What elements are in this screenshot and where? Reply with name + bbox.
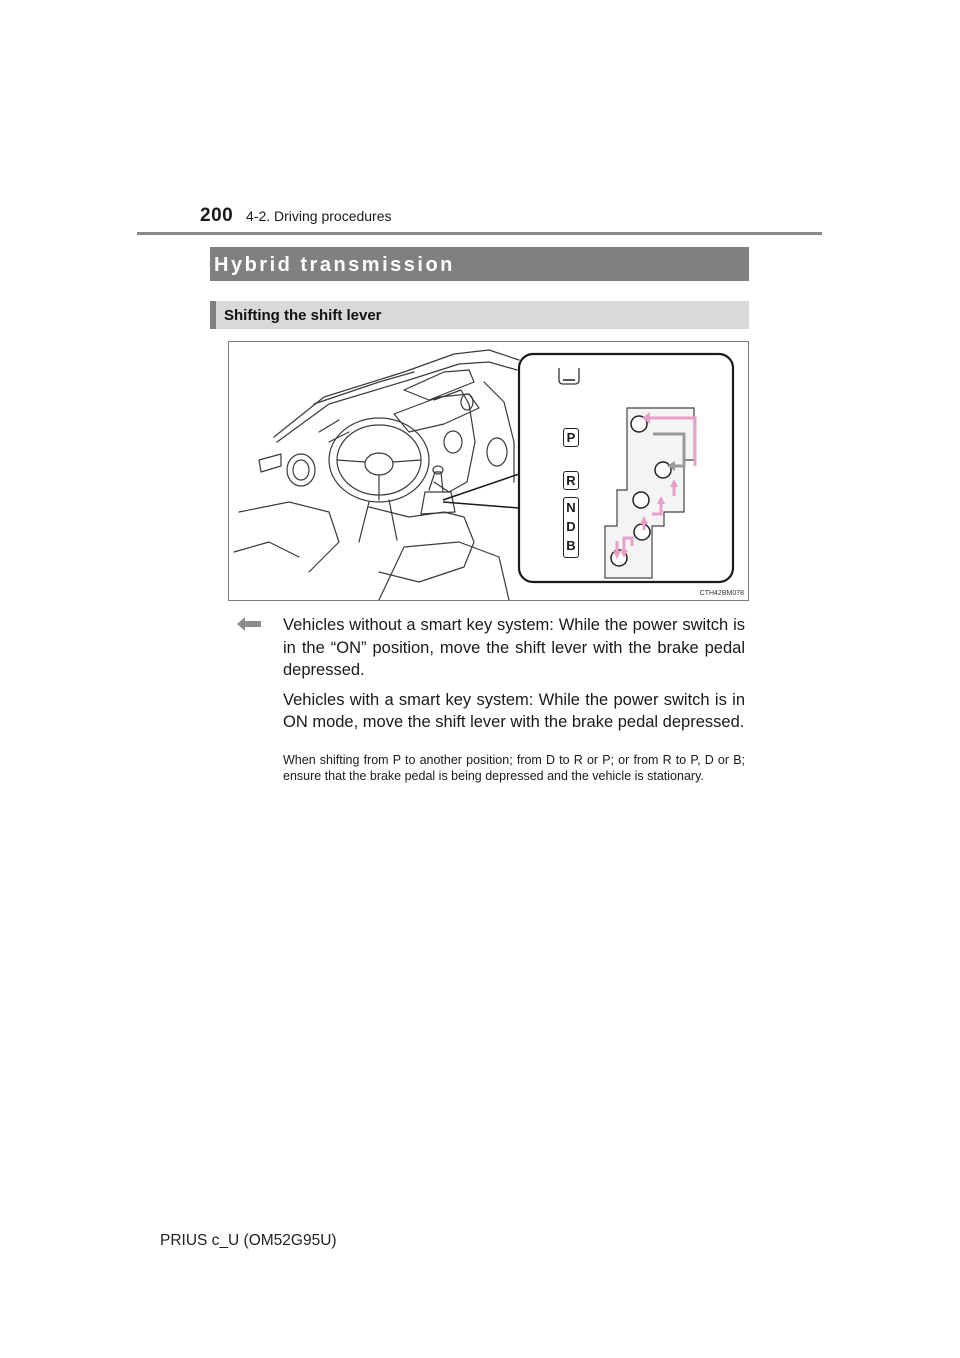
section-breadcrumb: 4-2. Driving procedures [246, 208, 392, 224]
arrow-left-icon [237, 616, 261, 632]
instruction-smart-key: Vehicles with a smart key system: While the power switch is in ON mode, move the shift lever with the brake pedal depressed. [283, 690, 745, 731]
subsection-title-bar: Shifting the shift lever [210, 301, 749, 329]
shift-lever-figure [228, 341, 749, 601]
page-number: 200 [200, 205, 234, 226]
gate-label-r: R [563, 471, 579, 490]
instruction-no-smart-key: Vehicles without a smart key system: While the power switch is in the “ON” position, move the shift lever with the brake pedal depressed. [283, 616, 745, 679]
footer-model: PRIUS c_U (OM52G95U) [160, 1232, 337, 1249]
figure-code: CTH42BM078 [699, 590, 744, 597]
gate-label-b: B [566, 538, 576, 553]
section-title-bar: Hybrid transmission [210, 247, 749, 281]
gate-label-n: N [566, 500, 576, 515]
instruction-body [283, 614, 745, 741]
dashboard-illustration [229, 342, 748, 600]
gate-label-ndb-group [563, 497, 579, 558]
gate-label-p: P [563, 428, 579, 447]
gate-label-d: D [566, 519, 576, 534]
header-rule [137, 232, 822, 235]
safety-note: When shifting from P to another position; from D to R or P; or from R to P, D or B; ensure that the brake pedal is being depressed and the vehicle is stationary. [283, 753, 745, 783]
